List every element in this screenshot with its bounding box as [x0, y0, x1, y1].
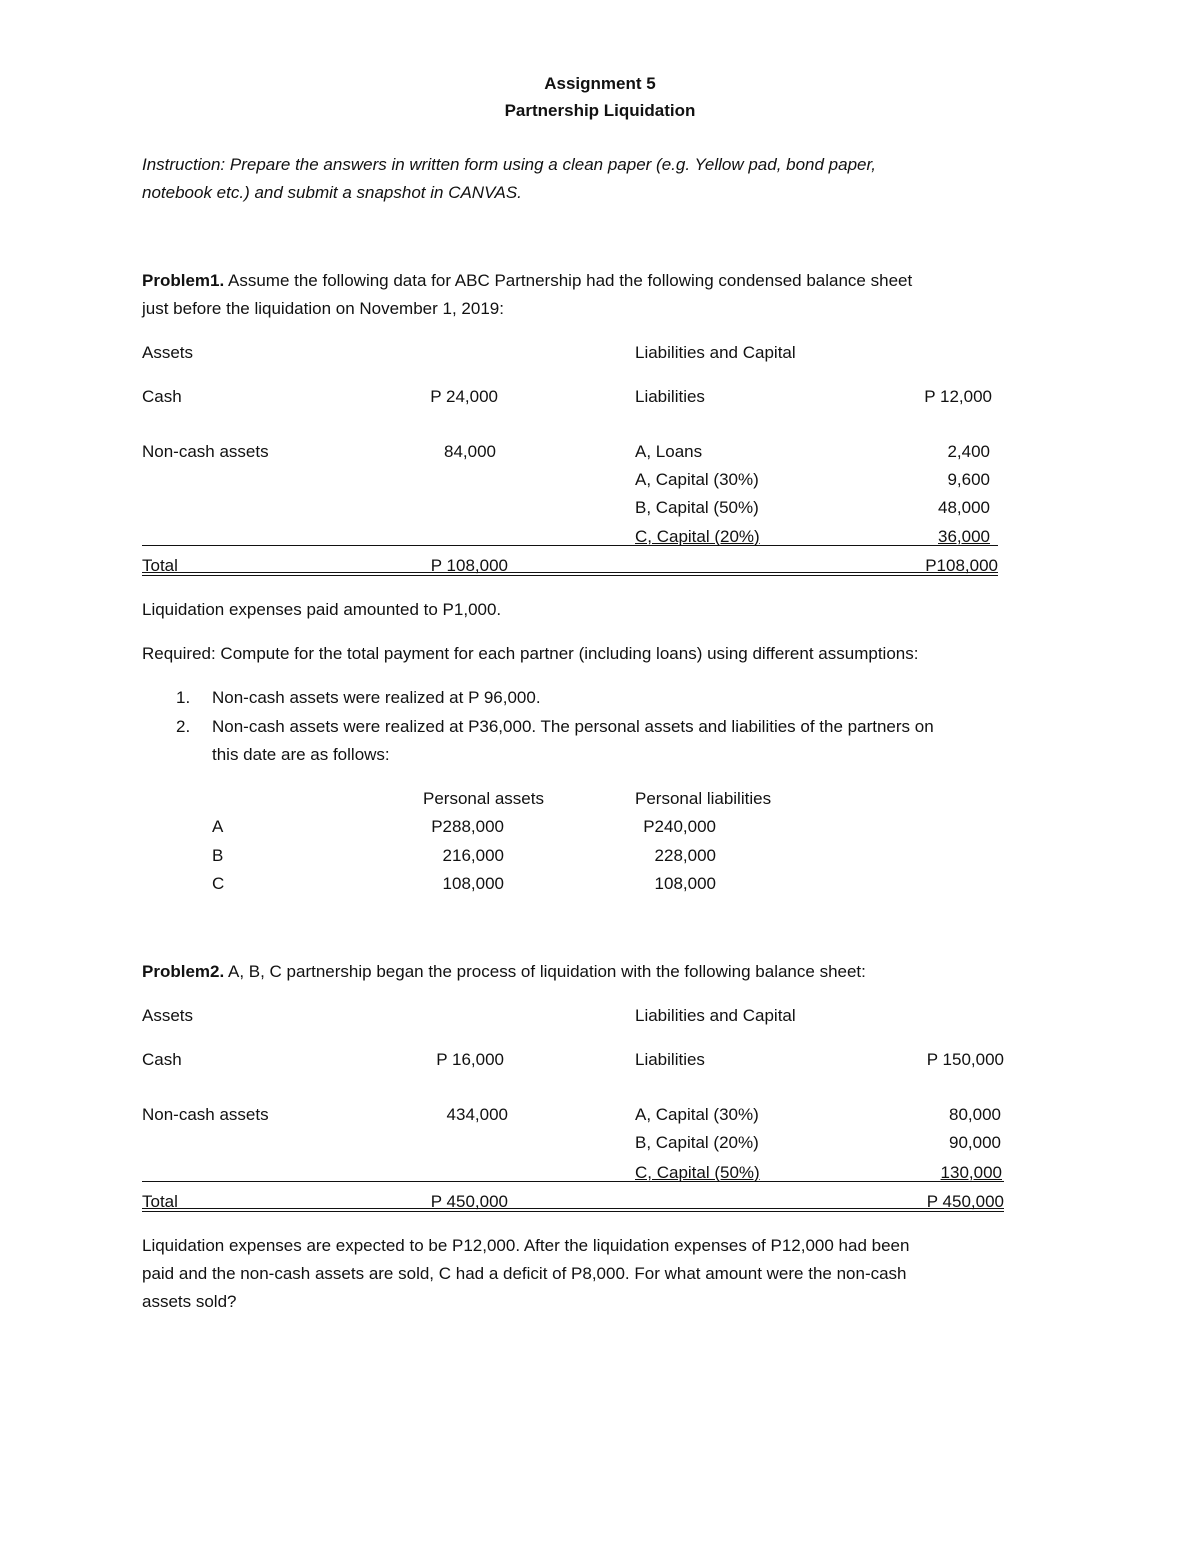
- p1-assets-heading: Assets: [142, 343, 194, 362]
- p1-a-loans-label: A, Loans: [635, 442, 703, 461]
- p1-item1-number: 1.: [176, 688, 191, 707]
- p2-liabilities-heading: Liabilities and Capital: [635, 1006, 796, 1025]
- instruction-line-2: notebook etc.) and submit a snapshot in CANVAS.: [142, 183, 522, 202]
- p2-closing-line-2: paid and the non-cash assets are sold, C had a deficit of P8,000. For what amount were the non-cash: [142, 1264, 907, 1283]
- p1-c-capital-label: C, Capital (20%): [635, 527, 760, 546]
- p1-liabilities-value: P 12,000: [924, 387, 992, 406]
- p2-closing-line-3: assets sold?: [142, 1292, 237, 1311]
- p1-b-capital-label: B, Capital (50%): [635, 498, 759, 517]
- p2-liabilities-value: P 150,000: [926, 1050, 1004, 1069]
- partner-b-name: B: [212, 846, 224, 865]
- p2-total-assets: P 450,000: [430, 1192, 508, 1211]
- partner-a-name: A: [212, 817, 224, 836]
- p1-liabilities-label: Liabilities: [635, 387, 705, 406]
- p2-c-capital-value: 130,000: [940, 1163, 1002, 1182]
- p1-total-label: Total: [142, 556, 178, 575]
- p2-total-double-rule: [142, 1208, 1004, 1212]
- p2-cash-label: Cash: [142, 1050, 182, 1069]
- p1-subtotal-rule: [142, 545, 998, 546]
- partner-a-assets: P288,000: [431, 817, 504, 836]
- p1-cash-label: Cash: [142, 387, 182, 406]
- p1-item2-number: 2.: [176, 717, 191, 736]
- p1-liabilities-heading: Liabilities and Capital: [635, 343, 796, 362]
- p1-a-loans-value: 2,400: [947, 442, 990, 461]
- personal-liabilities-header: Personal liabilities: [635, 789, 772, 808]
- p2-noncash-label: Non-cash assets: [142, 1105, 269, 1124]
- document-subtitle: Partnership Liquidation: [504, 101, 696, 120]
- p2-total-label: Total: [142, 1192, 178, 1211]
- p2-cash-value: P 16,000: [436, 1050, 504, 1069]
- partner-c-assets: 108,000: [442, 874, 504, 893]
- problem2-intro-text: A, B, C partnership began the process of liquidation with the following balance sheet:: [224, 962, 866, 981]
- p1-noncash-label: Non-cash assets: [142, 442, 269, 461]
- p1-total-double-rule: [142, 572, 998, 576]
- p1-total-assets: P 108,000: [430, 556, 508, 575]
- p1-expenses: Liquidation expenses paid amounted to P1,000.: [142, 600, 502, 619]
- p2-subtotal-rule: [142, 1181, 1004, 1182]
- p1-required: Required: Compute for the total payment for each partner (including loans) using different assumptions:: [142, 644, 919, 663]
- p2-b-capital-value: 90,000: [949, 1133, 1001, 1152]
- problem1-label: Problem1.: [142, 271, 225, 290]
- partner-a-liabilities: P240,000: [643, 817, 716, 836]
- p2-b-capital-label: B, Capital (20%): [635, 1133, 759, 1152]
- partner-b-assets: 216,000: [442, 846, 504, 865]
- problem1-intro-line-2: just before the liquidation on November 1, 2019:: [142, 299, 504, 318]
- p1-noncash-value: 84,000: [444, 442, 496, 461]
- p1-a-capital-label: A, Capital (30%): [635, 470, 759, 489]
- p1-b-capital-value: 48,000: [938, 498, 990, 517]
- problem2-intro: [142, 961, 866, 983]
- p1-item2-text-line-2: this date are as follows:: [212, 745, 390, 764]
- p1-item2-text-line-1: Non-cash assets were realized at P36,000. The personal assets and liabilities of the partners on: [212, 717, 934, 736]
- p2-assets-heading: Assets: [142, 1006, 194, 1025]
- problem1-intro: [142, 270, 912, 292]
- personal-assets-header: Personal assets: [423, 789, 544, 808]
- p1-cash-value: P 24,000: [430, 387, 498, 406]
- p1-c-capital-value: 36,000: [938, 527, 990, 546]
- partner-c-name: C: [212, 874, 225, 893]
- p2-liabilities-label: Liabilities: [635, 1050, 705, 1069]
- p2-noncash-value: 434,000: [446, 1105, 508, 1124]
- p1-total-liabilities: P108,000: [925, 556, 998, 575]
- problem1-intro-text: Assume the following data for ABC Partnership had the following condensed balance sheet: [224, 271, 913, 290]
- p1-item1-text: Non-cash assets were realized at P 96,000.: [212, 688, 541, 707]
- p2-total-liabilities: P 450,000: [926, 1192, 1004, 1211]
- instruction-line-1: Instruction: Prepare the answers in written form using a clean paper (e.g. Yellow pad, bond paper,: [142, 155, 876, 174]
- partner-b-liabilities: 228,000: [654, 846, 716, 865]
- p2-a-capital-label: A, Capital (30%): [635, 1105, 759, 1124]
- p2-c-capital-label: C, Capital (50%): [635, 1163, 760, 1182]
- p2-closing-line-1: Liquidation expenses are expected to be P12,000. After the liquidation expenses of P12,000 had been: [142, 1236, 910, 1255]
- partner-c-liabilities: 108,000: [654, 874, 716, 893]
- p2-a-capital-value: 80,000: [949, 1105, 1001, 1124]
- document-title: Assignment 5: [544, 74, 656, 93]
- p1-a-capital-value: 9,600: [947, 470, 990, 489]
- problem2-label: Problem2.: [142, 962, 225, 981]
